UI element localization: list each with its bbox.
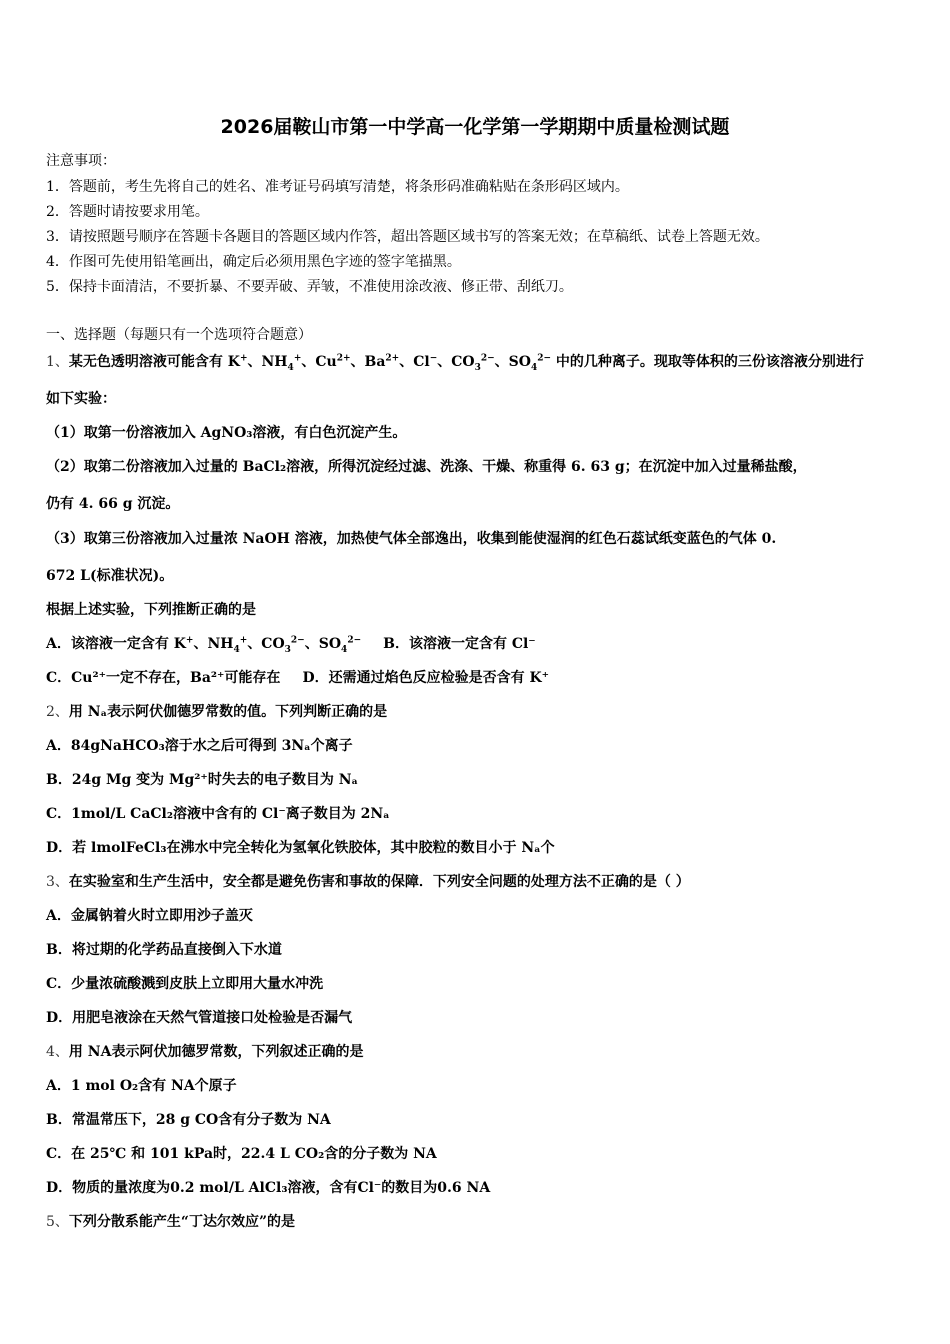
notice-item-2: 2．答题时请按要求用笔。 [46, 204, 209, 220]
q5-stem-text: 下列分散系能产生“丁达尔效应”的是 [68, 1214, 296, 1230]
q3-option-c: C．少量浓硫酸溅到皮肤上立即用大量水冲洗 [46, 976, 324, 992]
notice-item-4: 4．作图可先使用铅笔画出，确定后必须用黑色字迹的签字笔描黑。 [46, 254, 461, 270]
q1-experiment-2: （2）取第二份溶液加入过量的 BaCl₂溶液，所得沉淀经过滤、洗涤、干燥、称重得 6. 63 g；在沉淀中加入过量稀盐酸， [46, 459, 807, 475]
q1-option-c: Cu²⁺一定不存在，Ba²⁺可能存在 [71, 670, 281, 686]
q1-stem-text: 某无色透明溶液可能含有 [68, 354, 223, 370]
q3-option-a: A．金属钠着火时立即用沙子盖灭 [46, 908, 253, 924]
q1-stem-text-2: 中的几种离子。现取等体积的三份该溶液分别进行 [555, 354, 864, 370]
q2-number: 2、 [46, 704, 69, 720]
q2-stem [46, 703, 387, 721]
q4-option-c: C．在 25℃ 和 101 kPa时，22.4 L CO₂含的分子数为 NA [46, 1146, 437, 1162]
q1-experiment-1: （1）取第一份溶液加入 AgNO₃溶液，有白色沉淀产生。 [46, 425, 407, 441]
q1-options-ab: A．该溶液一定含有 K+、$NH_4^+$、$CO_3^{2-}$、$SO_4^{2-}$ B．该溶液一定含有 Cl⁻ [46, 635, 536, 655]
q3-stem [46, 873, 690, 891]
q1-stem: 1、某无色透明溶液可能含有 K+、$NH_4^+$、$Cu^{2+}$、$Ba^{2+}$、Cl−、$CO_3^{2-}$、$SO_4^{2-}$ 中的几种离子。现取等体积的三份该溶液分别进行 [46, 353, 864, 373]
q2-option-a: A．84gNaHCO₃溶于水之后可得到 3Nₐ个离子 [46, 738, 353, 754]
q1-number: 1、 [46, 354, 69, 370]
q1-experiment-2-continued: 仍有 4. 66 g 沉淀。 [46, 496, 180, 512]
q1-option-a: A．该溶液一定含有 [46, 636, 169, 652]
q4-stem [46, 1043, 363, 1061]
q1-stem-continued: 如下实验： [46, 391, 116, 407]
notice-heading: 注意事项： [46, 153, 116, 169]
q2-option-c: C．1mol/L CaCl₂溶液中含有的 Cl⁻离子数目为 2Nₐ [46, 806, 390, 822]
notice-item-3: 3．请按照题号顺序在答题卡各题目的答题区域内作答，超出答题区域书写的答案无效；在草稿纸、试卷上答题无效。 [46, 229, 769, 245]
q4-stem-text: 用 NA表示阿伏加德罗常数，下列叙述正确的是 [68, 1044, 364, 1060]
q3-option-d: D．用肥皂液涂在天然气管道接口处检验是否漏气 [46, 1010, 353, 1026]
q3-option-b: B．将过期的化学药品直接倒入下水道 [46, 942, 282, 958]
page-title: 2026届鞍山市第一中学高一化学第一学期期中质量检测试题 [220, 116, 730, 138]
q2-option-b: B．24g Mg 变为 Mg²⁺时失去的电子数目为 Nₐ [46, 772, 359, 788]
q1-option-c-label: C． [46, 670, 72, 686]
section-heading: 一、选择题（每题只有一个选项符合题意） [46, 327, 312, 343]
q3-number: 3、 [46, 874, 69, 890]
q1-options-cd [46, 669, 549, 687]
q2-stem-text: 用 Nₐ表示阿伏伽德罗常数的值。下列判断正确的是 [68, 704, 388, 720]
notice-item-1: 1．答题前，考生先将自己的姓名、准考证号码填写清楚，将条形码准确粘贴在条形码区域内。 [46, 179, 629, 195]
q4-option-d: D．物质的量浓度为0.2 mol/L AlCl₃溶液，含有Cl⁻的数目为0.6 NA [46, 1180, 491, 1196]
q1-experiment-3-continued: 672 L(标准状况)。 [46, 568, 174, 584]
q1-option-d: D．还需通过焰色反应检验是否含有 K⁺ [302, 670, 550, 686]
q1-experiment-3: （3）取第三份溶液加入过量浓 NaOH 溶液，加热使气体全部逸出，收集到能使湿润的红色石蕊试纸变蓝色的气体 0. [46, 531, 777, 547]
q5-stem [46, 1213, 295, 1231]
q3-stem-text: 在实验室和生产生活中，安全都是避免伤害和事故的保障．下列安全问题的处理方法不正确的是（ ） [68, 874, 690, 890]
q2-option-d: D．若 lmolFeCl₃在沸水中完全转化为氢氧化铁胶体，其中胶粒的数目小于 Nₐ个 [46, 840, 555, 856]
q1-question: 根据上述实验，下列推断正确的是 [46, 602, 256, 618]
q5-number: 5、 [46, 1214, 69, 1230]
q4-number: 4、 [46, 1044, 69, 1060]
q1-option-b: B．该溶液一定含有 Cl⁻ [383, 636, 536, 652]
q4-option-b: B．常温常压下，28 g CO含有分子数为 NA [46, 1112, 331, 1128]
q4-option-a: A．1 mol O₂含有 NA个原子 [46, 1078, 237, 1094]
notice-item-5: 5．保持卡面清洁，不要折暴、不要弄破、弄皱，不准使用涂改液、修正带、刮纸刀。 [46, 279, 573, 295]
